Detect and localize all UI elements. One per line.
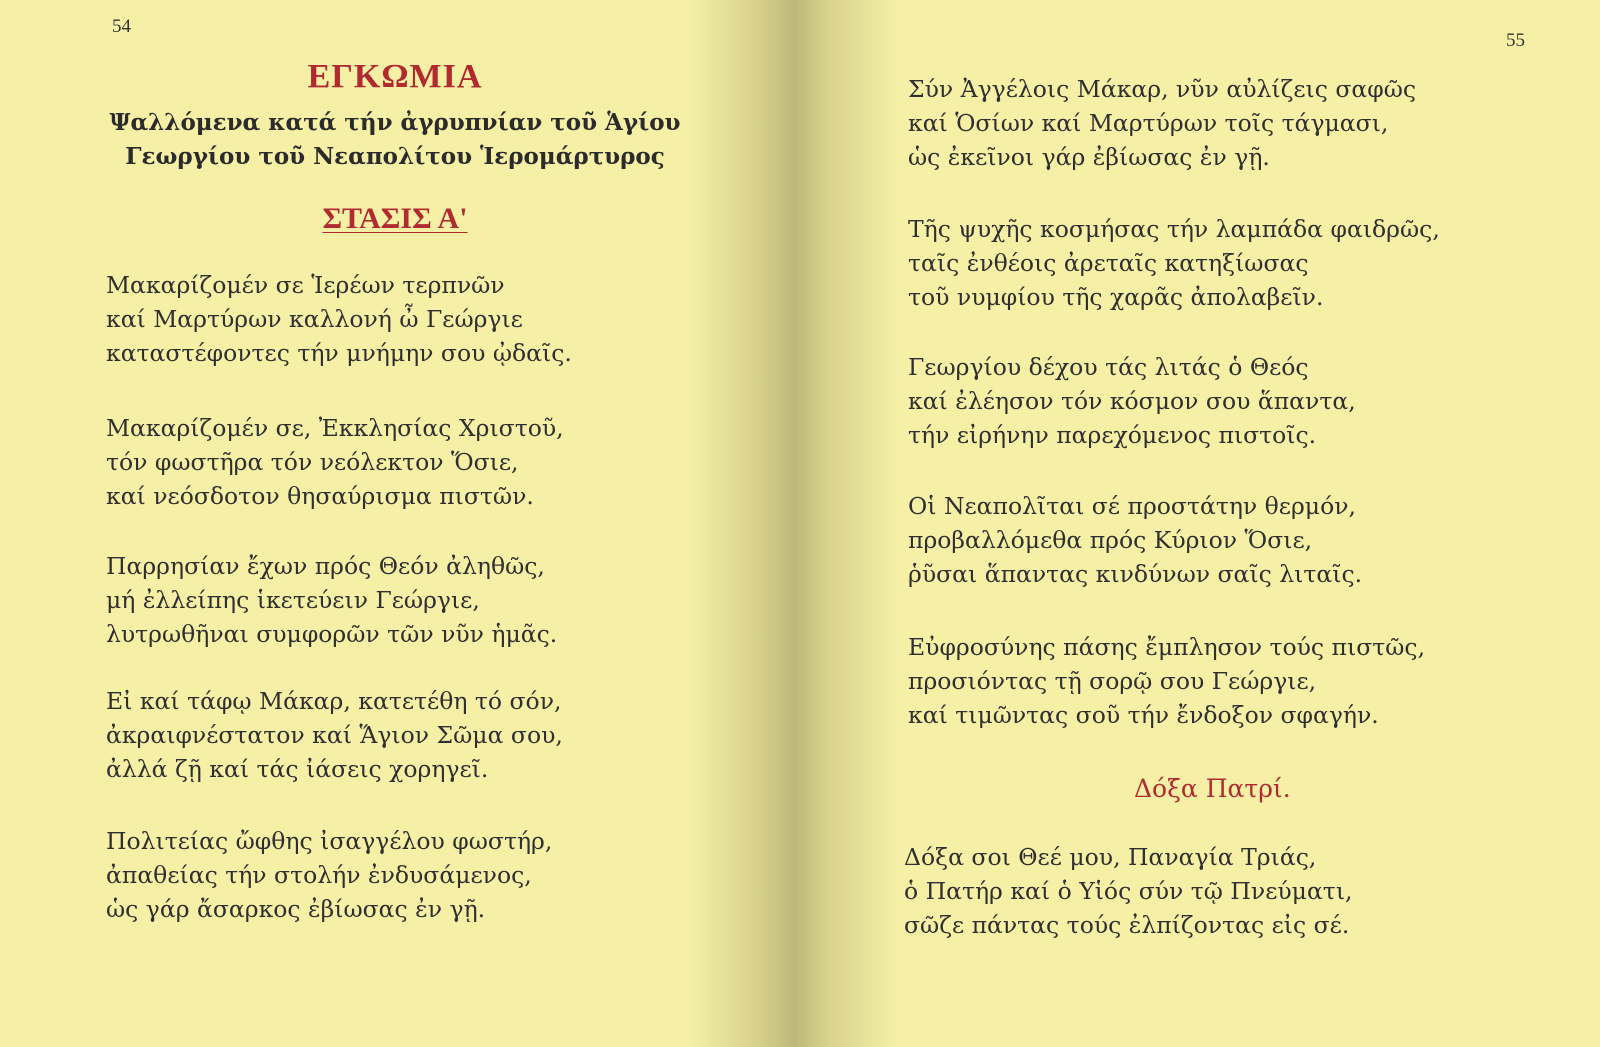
verse-line: Εἰ καί τάφῳ Μάκαρ, κατετέθη τό σόν, xyxy=(106,687,562,715)
verse-line: τοῦ νυμφίου τῆς χαρᾶς ἀπολαβεῖν. xyxy=(908,283,1324,311)
stanza xyxy=(908,489,1362,591)
verse-line: ἀπαθείας τήν στολήν ἐνδυσάμενος, xyxy=(106,861,532,889)
doxa-heading: Δόξα Πατρί. xyxy=(1134,774,1291,803)
verse-line: ὁ Πατήρ καί ὁ Υἱός σύν τῷ Πνεύματι, xyxy=(904,877,1353,905)
verse-line: ὡς γάρ ἄσαρκος ἐβίωσας ἐν γῇ. xyxy=(106,895,486,923)
stanza xyxy=(908,630,1425,732)
verse-line: Δόξα σοι Θεέ μου, Παναγία Τριάς, xyxy=(904,843,1317,871)
verse-line: Γεωργίου δέχου τάς λιτάς ὁ Θεός xyxy=(908,353,1309,381)
verse-line: ῥῦσαι ἅπαντας κινδύνων σαῖς λιταῖς. xyxy=(908,560,1363,588)
verse-line: Πολιτείας ὤφθης ἰσαγγέλου φωστήρ, xyxy=(106,827,553,855)
subtitle-line: Γεωργίου τοῦ Νεαπολίτου Ἱερομάρτυρος xyxy=(125,143,665,170)
stanza xyxy=(106,549,557,651)
stanza xyxy=(106,684,563,786)
verse-line: προβαλλόμεθα πρός Κύριον Ὅσιε, xyxy=(908,526,1313,554)
section-heading: ΣΤΑΣΙΣ Α' xyxy=(322,202,468,235)
left-page xyxy=(0,0,790,1047)
stanza xyxy=(908,72,1416,174)
subtitle-line: Ψαλλόμενα κατά τήν ἀγρυπνίαν τοῦ Ἁγίου xyxy=(109,109,681,136)
page-number-right: 55 xyxy=(1506,30,1525,51)
verse-line: καί ἐλέησον τόν κόσμον σου ἅπαντα, xyxy=(908,387,1356,415)
stanza xyxy=(106,824,552,926)
verse-line: ὡς ἐκεῖνοι γάρ ἐβίωσας ἐν γῇ. xyxy=(908,143,1270,171)
page-title: ΕΓΚΩΜΙΑ xyxy=(307,58,483,95)
verse-line: Μακαρίζομέν σε Ἱερέων τερπνῶν xyxy=(106,271,505,299)
verse-line: καί Μαρτύρων καλλονή ὦ Γεώργιε xyxy=(106,305,523,333)
verse-line: καί νεόσδοτον θησαύρισμα πιστῶν. xyxy=(106,482,534,510)
verse-line: ἀλλά ζῇ καί τάς ἰάσεις χορηγεῖ. xyxy=(106,755,489,783)
verse-line: Τῆς ψυχῆς κοσμήσας τήν λαμπάδα φαιδρῶς, xyxy=(908,215,1440,243)
doxa-stanza xyxy=(904,840,1353,942)
verse-line: καί τιμῶντας σοῦ τήν ἔνδοξον σφαγήν. xyxy=(908,701,1379,729)
verse-line: μή ἐλλείπης ἱκετεύειν Γεώργιε, xyxy=(106,586,480,614)
verse-line: Οἱ Νεαπολῖται σέ προστάτην θερμόν, xyxy=(908,492,1356,520)
verse-line: Παρρησίαν ἔχων πρός Θεόν ἀληθῶς, xyxy=(106,552,545,580)
verse-line: ἀκραιφνέστατον καί Ἅγιον Σῶμα σου, xyxy=(106,721,563,749)
page-number-left: 54 xyxy=(112,16,131,37)
stanza xyxy=(908,212,1440,314)
verse-line: τήν εἰρήνην παρεχόμενος πιστοῖς. xyxy=(908,421,1317,449)
verse-line: Σύν Ἀγγέλοις Μάκαρ, νῦν αὐλίζεις σαφῶς xyxy=(908,75,1417,103)
verse-line: καταστέφοντες τήν μνήμην σου ᾠδαῖς. xyxy=(106,339,572,367)
verse-line: τόν φωστῆρα τόν νεόλεκτον Ὅσιε, xyxy=(106,448,519,476)
verse-line: Εὐφροσύνης πάσης ἔμπλησον τούς πιστῶς, xyxy=(908,633,1426,661)
verse-line: καί Ὁσίων καί Μαρτύρων τοῖς τάγμασι, xyxy=(908,109,1389,137)
stanza xyxy=(106,268,572,370)
verse-line: λυτρωθῆναι συμφορῶν τῶν νῦν ἡμᾶς. xyxy=(106,620,558,648)
verse-line: ταῖς ἐνθέοις ἀρεταῖς κατηξίωσας xyxy=(908,249,1309,277)
verse-line: προσιόντας τῇ σορῷ σου Γεώργιε, xyxy=(908,667,1317,695)
verse-line: σῶζε πάντας τούς ἐλπίζοντας εἰς σέ. xyxy=(904,911,1350,939)
stanza xyxy=(106,411,564,513)
subtitle xyxy=(0,106,790,174)
stanza xyxy=(908,350,1356,452)
verse-line: Μακαρίζομέν σε, Ἐκκλησίας Χριστοῦ, xyxy=(106,414,564,442)
